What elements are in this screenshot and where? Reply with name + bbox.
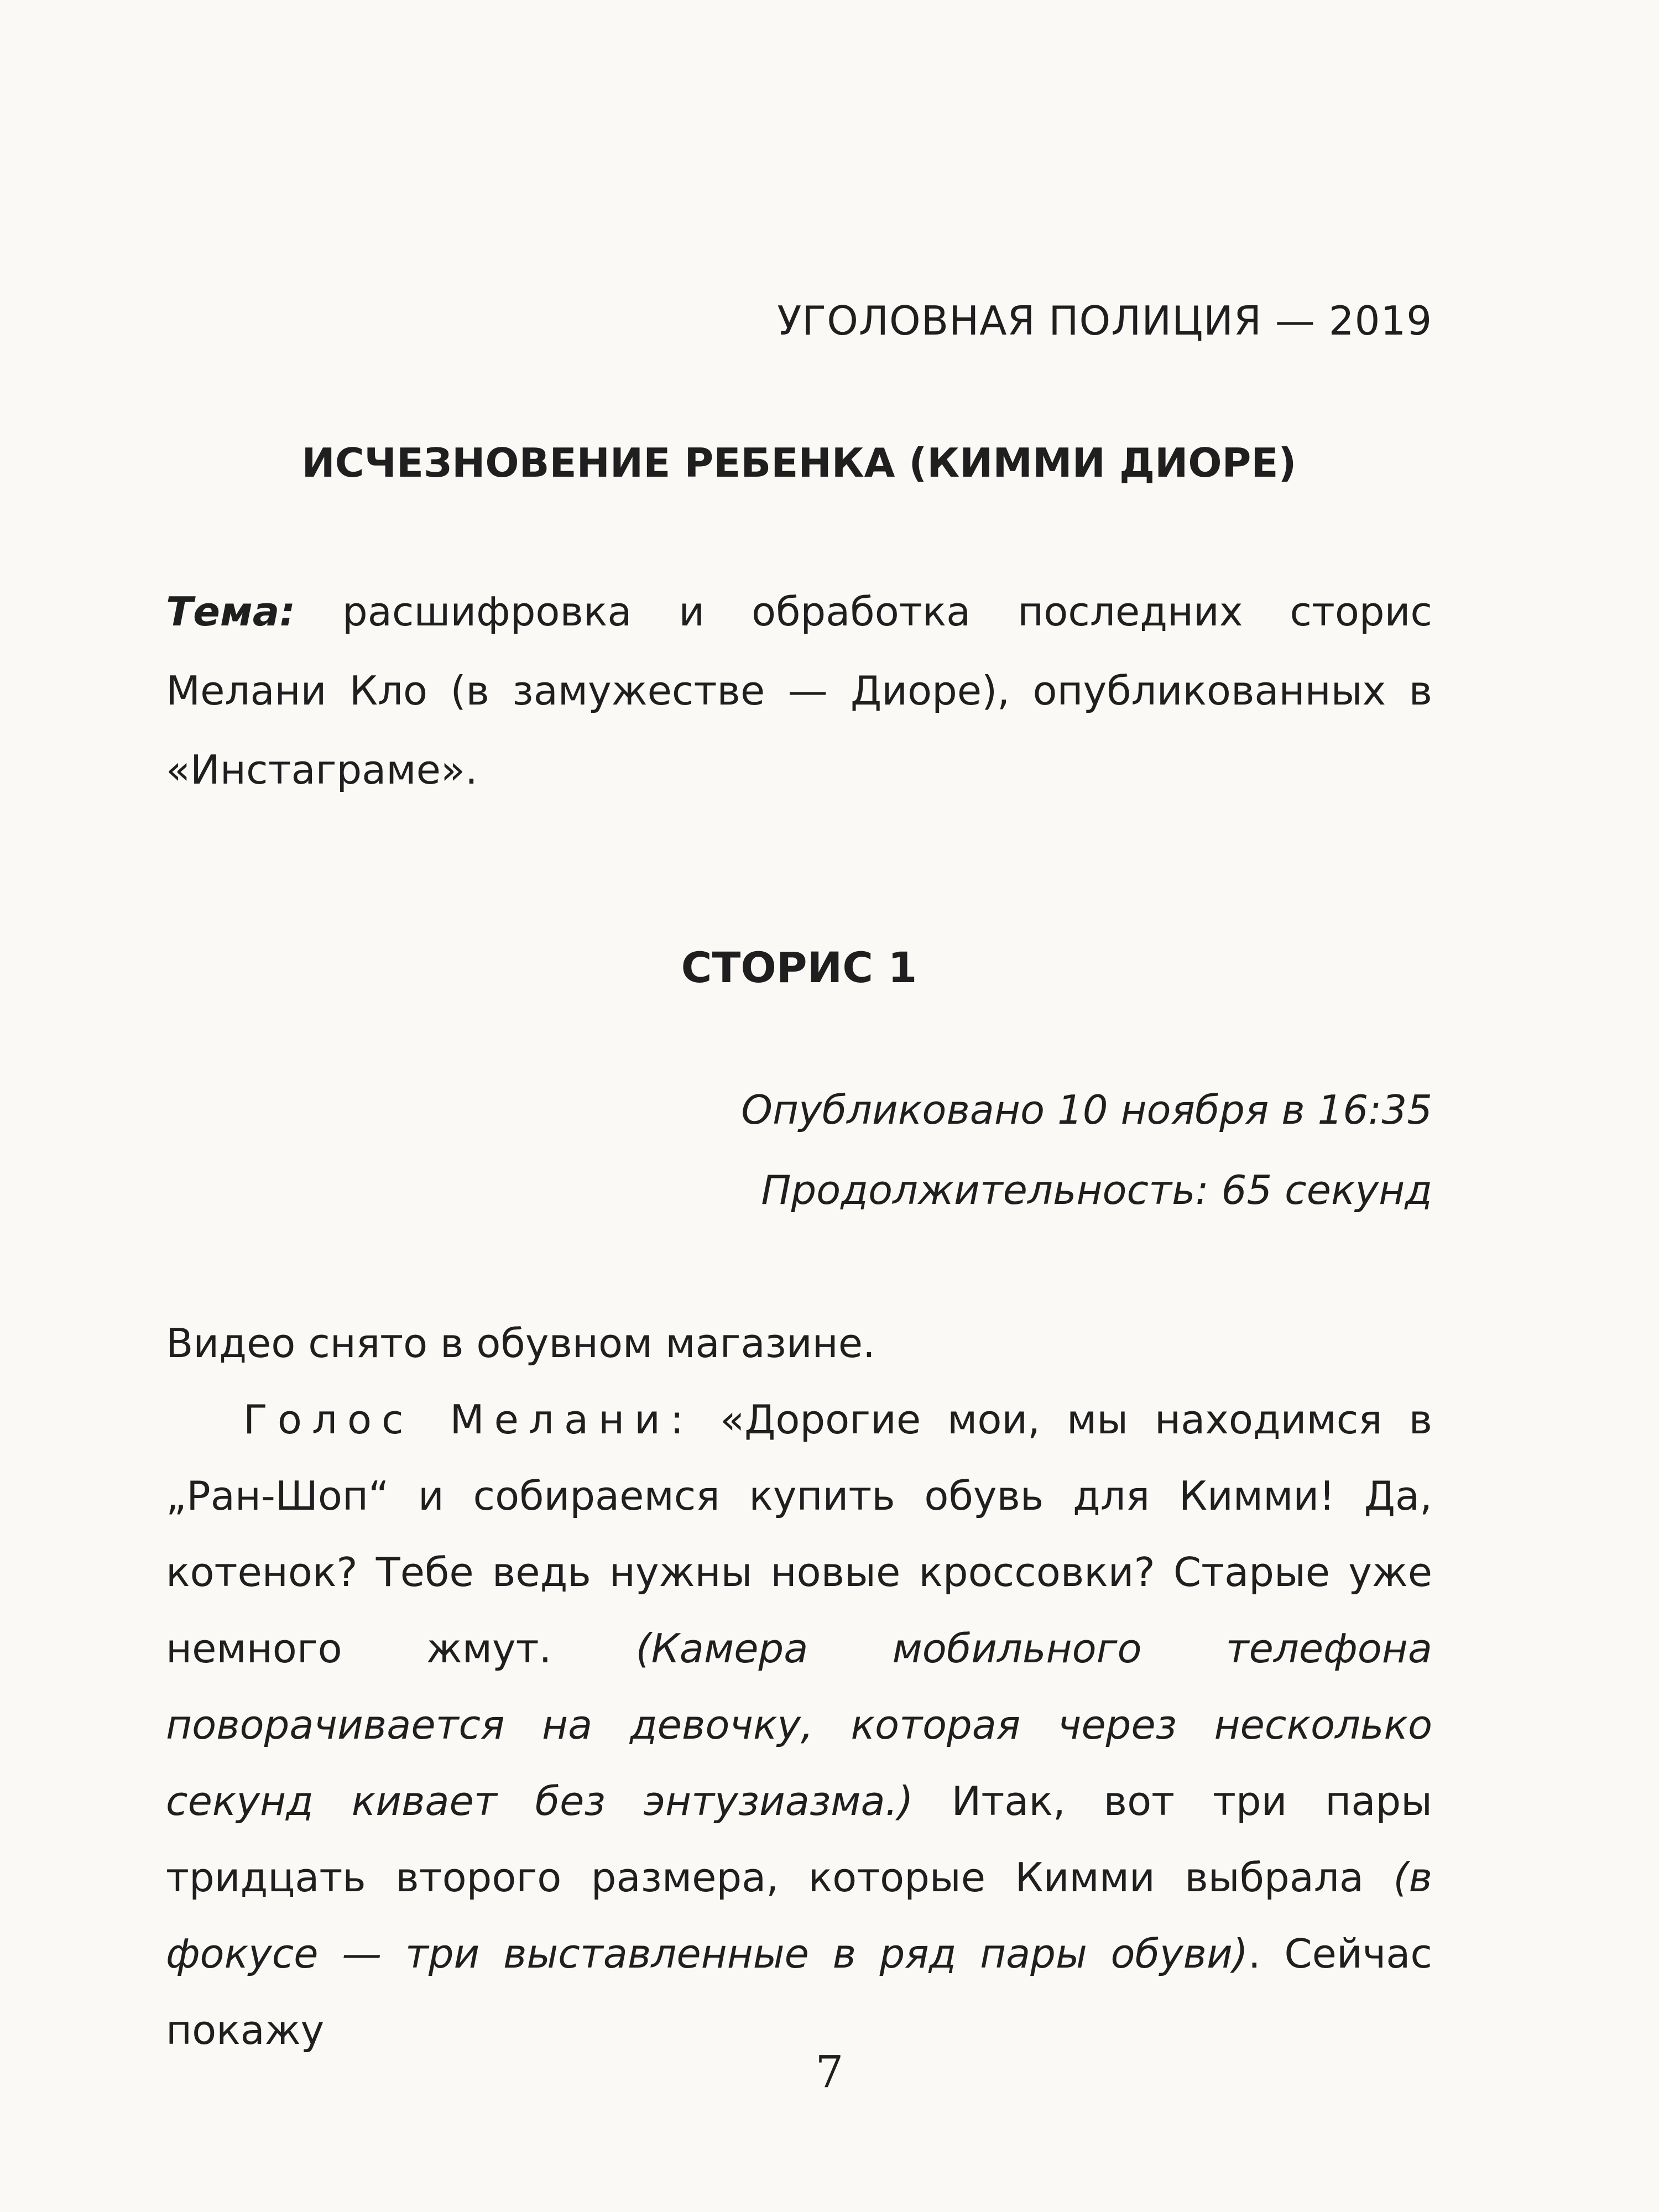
theme-paragraph [166, 572, 1432, 810]
theme-text: расшифровка и обработка последних сторис Мелани Кло (в замужестве — Диоре), опубликованных в «Инстаграме». [166, 588, 1432, 793]
published-date: Опубликовано 10 ноября в 16:35 [741, 1087, 1432, 1133]
speaker-label: Голос Мелани: [243, 1396, 694, 1443]
speech-part-1: «Дорогие мои, мы находимся в „Ран-Шоп“ и собираемся купить обувь для Кимми! Да, котенок? Тебе ведь нужны новые кроссовки? Старые уже немного жмут. [166, 1396, 1433, 1672]
intro-paragraph: Видео снято в обувном магазине. [166, 1320, 875, 1366]
speech-part-2: Итак, вот три пары тридцать второго размера, которые Кимми выбрала [166, 1778, 1433, 1901]
running-head: УГОЛОВНАЯ ПОЛИЦИЯ — 2019 [777, 298, 1432, 344]
page-number: 7 [815, 2046, 844, 2098]
story-heading: СТОРИС 1 [681, 943, 917, 992]
theme-label: Тема: [166, 588, 296, 635]
speech-part-3: . Сейчас покажу [166, 1931, 1432, 2053]
stage-remark-2: (в фокусе — три выставленные в ряд пары обуви) [166, 1854, 1432, 1977]
chapter-title: ИСЧЕЗНОВЕНИЕ РЕБЕНКА (КИММИ ДИОРЕ) [301, 440, 1297, 486]
speech-paragraph [166, 1381, 1432, 2068]
body-text [166, 1305, 1432, 2068]
stage-remark-1: (Камера мобильного телефона поворачивается на девочку, которая через несколько секунд кивает без энтузиазма.) [166, 1625, 1432, 1824]
story-duration: Продолжительность: 65 секунд [761, 1167, 1432, 1213]
